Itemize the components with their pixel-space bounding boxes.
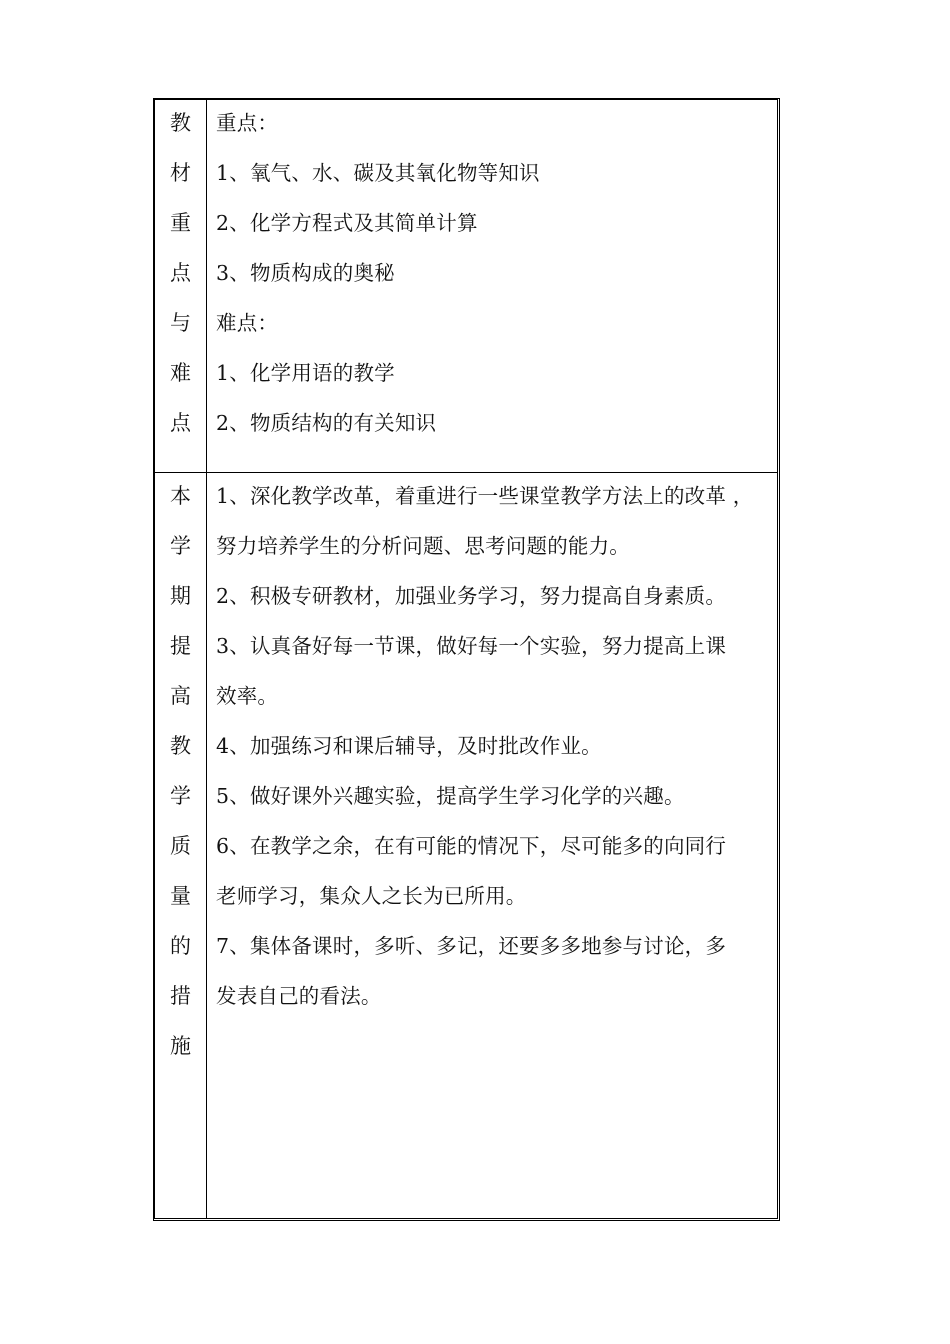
- content-line: 3、物质构成的奥秘: [216, 261, 395, 285]
- content-line: 5、做好课外兴趣实验，提高学生学习化学的兴趣。: [216, 784, 685, 808]
- label-char: 学: [170, 534, 191, 558]
- content-line: 老师学习，集众人之长为已所用。: [216, 884, 527, 908]
- section-measures-label: [155, 473, 207, 1218]
- content-line: 重点：: [216, 111, 279, 135]
- label-char: 难: [170, 361, 191, 385]
- section-key-points: [155, 100, 777, 473]
- content-line: 3、认真备好每一节课，做好每一个实验，努力提高上课: [216, 634, 727, 658]
- content-line: 效率。: [216, 684, 279, 708]
- label-char: 高: [170, 684, 191, 708]
- label-char: 学: [170, 784, 191, 808]
- label-char: 点: [170, 411, 191, 435]
- content-line: 2、化学方程式及其简单计算: [216, 211, 478, 235]
- content-line: 1、氧气、水、碳及其氧化物等知识: [216, 161, 540, 185]
- content-line: 4、加强练习和课后辅导，及时批改作业。: [216, 734, 602, 758]
- label-char: 材: [170, 161, 191, 185]
- content-line: 2、物质结构的有关知识: [216, 411, 437, 435]
- content-line: 发表自己的看法。: [216, 984, 382, 1008]
- label-char: 教: [170, 111, 191, 135]
- content-line: 1、深化教学改革，着重进行一些课堂教学方法上的改革 ，: [216, 484, 754, 508]
- content-line: 努力培养学生的分析问题、思考问题的能力。: [216, 534, 630, 558]
- plan-table: [153, 98, 780, 1221]
- label-char: 施: [170, 1034, 191, 1058]
- content-line: 6、在教学之余，在有可能的情况下，尽可能多的向同行: [216, 834, 727, 858]
- section-measures: [155, 473, 777, 1218]
- content-line: 2、积极专研教材，加强业务学习，努力提高自身素质。: [216, 584, 727, 608]
- label-char: 措: [170, 984, 191, 1008]
- label-char: 重: [170, 211, 191, 235]
- label-char: 本: [170, 484, 191, 508]
- content-line: 难点：: [216, 311, 279, 335]
- label-char: 与: [170, 311, 191, 335]
- section-key-points-label: [155, 100, 207, 472]
- label-char: 的: [170, 934, 191, 958]
- section-measures-content: [216, 473, 773, 1023]
- content-line: 1、化学用语的教学: [216, 361, 395, 385]
- section-key-points-content: [216, 100, 773, 450]
- label-char: 质: [170, 834, 191, 858]
- label-char: 期: [170, 584, 191, 608]
- label-char: 点: [170, 261, 191, 285]
- label-char: 提: [170, 634, 191, 658]
- content-line: 7、集体备课时，多听、多记，还要多多地参与讨论，多: [216, 934, 727, 958]
- label-char: 量: [170, 884, 191, 908]
- label-char: 教: [170, 734, 191, 758]
